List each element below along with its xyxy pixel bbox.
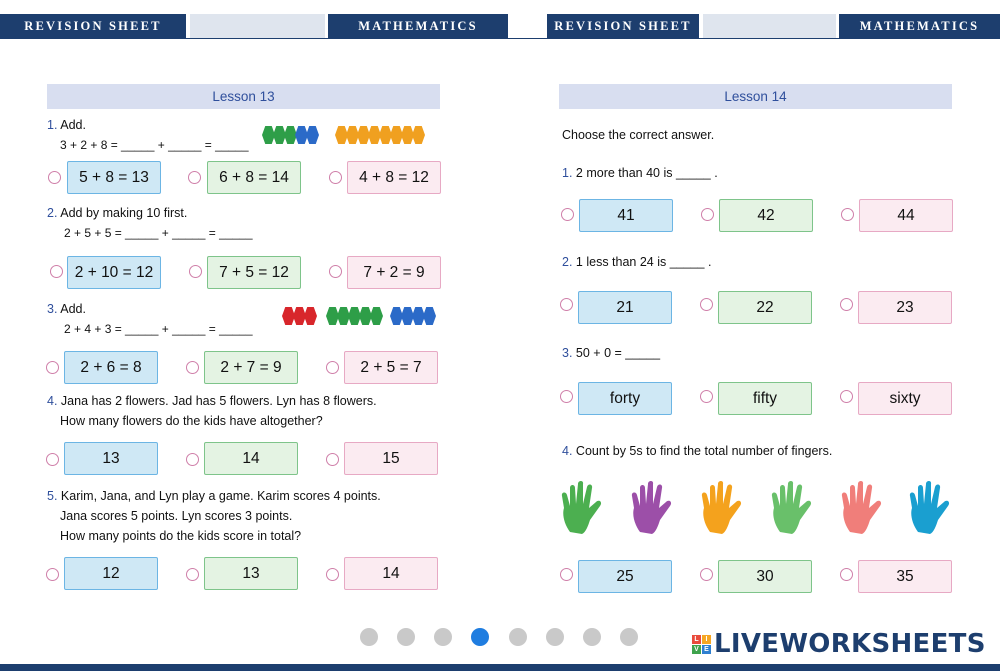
- page-dot-6[interactable]: [546, 628, 564, 646]
- left-q3-radio-c[interactable]: [326, 361, 339, 374]
- green-cubes-3: [262, 126, 317, 144]
- left-q3-radio-b[interactable]: [186, 361, 199, 374]
- page-dot-4-active[interactable]: [471, 628, 489, 646]
- left-q3-option-a[interactable]: 2 + 6 = 8: [64, 351, 158, 384]
- left-q4-prompt: 4. Jana has 2 flowers. Jad has 5 flowers. Lyn has 8 flowers.: [47, 394, 377, 408]
- left-q2-equation: 2 + 5 + 5 = _____ + _____ = _____: [64, 226, 253, 240]
- right-q4-radio-c[interactable]: [840, 568, 853, 581]
- right-q2-option-a[interactable]: 21: [578, 291, 672, 324]
- left-q1-prompt: 1. Add.: [47, 118, 86, 132]
- left-q5-option-c[interactable]: 14: [344, 557, 438, 590]
- left-q3-option-c[interactable]: 2 + 5 = 7: [344, 351, 438, 384]
- right-q1-option-a[interactable]: 41: [579, 199, 673, 232]
- footer-bar: [0, 664, 1000, 671]
- left-q2-radio-c[interactable]: [329, 265, 342, 278]
- green-cubes-4: [326, 307, 381, 325]
- left-q1-radio-a[interactable]: [48, 171, 61, 184]
- right-q2-radio-a[interactable]: [560, 298, 573, 311]
- left-q5-prompt: 5. Karim, Jana, and Lyn play a game. Karim scores 4 points.: [47, 489, 381, 503]
- pink-hand-image: [838, 480, 890, 536]
- page-dot-5[interactable]: [509, 628, 527, 646]
- left-q5-option-b[interactable]: 13: [204, 557, 298, 590]
- orange-hand-image: [698, 480, 750, 536]
- left-q2-radio-a[interactable]: [50, 265, 63, 278]
- logo-text: LIVEWORKSHEETS: [714, 629, 986, 659]
- blue-cubes-3: [390, 307, 434, 325]
- left-q3-prompt: 3. Add.: [47, 302, 86, 316]
- left-q2-prompt: 2. Add by making 10 first.: [47, 206, 188, 220]
- header-blank-left: [190, 14, 325, 39]
- left-q4-option-c[interactable]: 15: [344, 442, 438, 475]
- right-q2-option-c[interactable]: 23: [858, 291, 952, 324]
- header-divider: [0, 38, 1000, 39]
- page-dot-7[interactable]: [583, 628, 601, 646]
- left-q4-option-b[interactable]: 14: [204, 442, 298, 475]
- right-q4-option-c[interactable]: 35: [858, 560, 952, 593]
- left-q2-option-a[interactable]: 2 + 10 = 12: [67, 256, 161, 289]
- left-q5-question: How many points do the kids score in total?: [60, 529, 302, 543]
- right-q1-radio-b[interactable]: [701, 208, 714, 221]
- right-q3-prompt: 3. 50 + 0 = _____: [562, 346, 661, 360]
- left-q4-question: How many flowers do the kids have altogether?: [60, 414, 323, 428]
- red-cubes-2: [282, 307, 315, 325]
- right-q3-radio-a[interactable]: [560, 390, 573, 403]
- right-q1-prompt: 1. 2 more than 40 is _____ .: [562, 166, 718, 180]
- left-q1-option-a[interactable]: 5 + 8 = 13: [67, 161, 161, 194]
- page-dot-1[interactable]: [360, 628, 378, 646]
- left-q1-option-c[interactable]: 4 + 8 = 12: [347, 161, 441, 194]
- left-q3-radio-a[interactable]: [46, 361, 59, 374]
- right-q4-prompt: 4. Count by 5s to find the total number of fingers.: [562, 444, 833, 458]
- light-green-hand-image: [768, 480, 820, 536]
- left-q4-radio-b[interactable]: [186, 453, 199, 466]
- right-instruction: Choose the correct answer.: [562, 128, 715, 142]
- right-q2-prompt: 2. 1 less than 24 is _____ .: [562, 255, 712, 269]
- header-revision-sheet-left: REVISION SHEET: [0, 14, 186, 39]
- orange-cubes-8: [335, 126, 423, 144]
- left-q5-radio-b[interactable]: [186, 568, 199, 581]
- right-q4-radio-a[interactable]: [560, 568, 573, 581]
- left-q1-option-b[interactable]: 6 + 8 = 14: [207, 161, 301, 194]
- lesson-14-title: Lesson 14: [559, 84, 952, 109]
- right-q3-radio-c[interactable]: [840, 390, 853, 403]
- left-q2-option-c[interactable]: 7 + 2 = 9: [347, 256, 441, 289]
- left-q4-option-a[interactable]: 13: [64, 442, 158, 475]
- left-q1-radio-c[interactable]: [329, 171, 342, 184]
- page-dot-2[interactable]: [397, 628, 415, 646]
- lesson-13-title: Lesson 13: [47, 84, 440, 109]
- right-q4-option-b[interactable]: 30: [718, 560, 812, 593]
- right-q2-option-b[interactable]: 22: [718, 291, 812, 324]
- left-q2-radio-b[interactable]: [189, 265, 202, 278]
- header-revision-sheet-right: REVISION SHEET: [547, 14, 699, 39]
- right-q1-radio-c[interactable]: [841, 208, 854, 221]
- right-q1-option-c[interactable]: 44: [859, 199, 953, 232]
- right-q3-option-c[interactable]: sixty: [858, 382, 952, 415]
- header-mathematics-right: MATHEMATICS: [839, 14, 1000, 39]
- header-blank-right: [703, 14, 836, 39]
- left-q1-radio-b[interactable]: [188, 171, 201, 184]
- right-q3-option-a[interactable]: forty: [578, 382, 672, 415]
- right-q1-option-b[interactable]: 42: [719, 199, 813, 232]
- right-q3-radio-b[interactable]: [700, 390, 713, 403]
- right-q4-radio-b[interactable]: [700, 568, 713, 581]
- green-hand-image: [558, 480, 610, 536]
- left-q1-equation: 3 + 2 + 8 = _____ + _____ = _____: [60, 138, 249, 152]
- left-q5-radio-a[interactable]: [46, 568, 59, 581]
- header-mathematics-left: MATHEMATICS: [328, 14, 508, 39]
- right-q1-radio-a[interactable]: [561, 208, 574, 221]
- blue-hand-image: [906, 480, 958, 536]
- liveworksheets-logo-icon: L I V E: [692, 635, 711, 654]
- page-dot-8[interactable]: [620, 628, 638, 646]
- liveworksheets-logo[interactable]: [692, 629, 986, 659]
- purple-hand-image: [628, 480, 680, 536]
- left-q4-radio-a[interactable]: [46, 453, 59, 466]
- left-q5-line2: Jana scores 5 points. Lyn scores 3 points.: [60, 509, 293, 523]
- left-q3-equation: 2 + 4 + 3 = _____ + _____ = _____: [64, 322, 253, 336]
- left-q4-radio-c[interactable]: [326, 453, 339, 466]
- left-q2-option-b[interactable]: 7 + 5 = 12: [207, 256, 301, 289]
- left-q5-radio-c[interactable]: [326, 568, 339, 581]
- right-q3-option-b[interactable]: fifty: [718, 382, 812, 415]
- left-q5-option-a[interactable]: 12: [64, 557, 158, 590]
- right-q4-option-a[interactable]: 25: [578, 560, 672, 593]
- left-q3-option-b[interactable]: 2 + 7 = 9: [204, 351, 298, 384]
- page-dot-3[interactable]: [434, 628, 452, 646]
- right-q2-radio-b[interactable]: [700, 298, 713, 311]
- right-q2-radio-c[interactable]: [840, 298, 853, 311]
